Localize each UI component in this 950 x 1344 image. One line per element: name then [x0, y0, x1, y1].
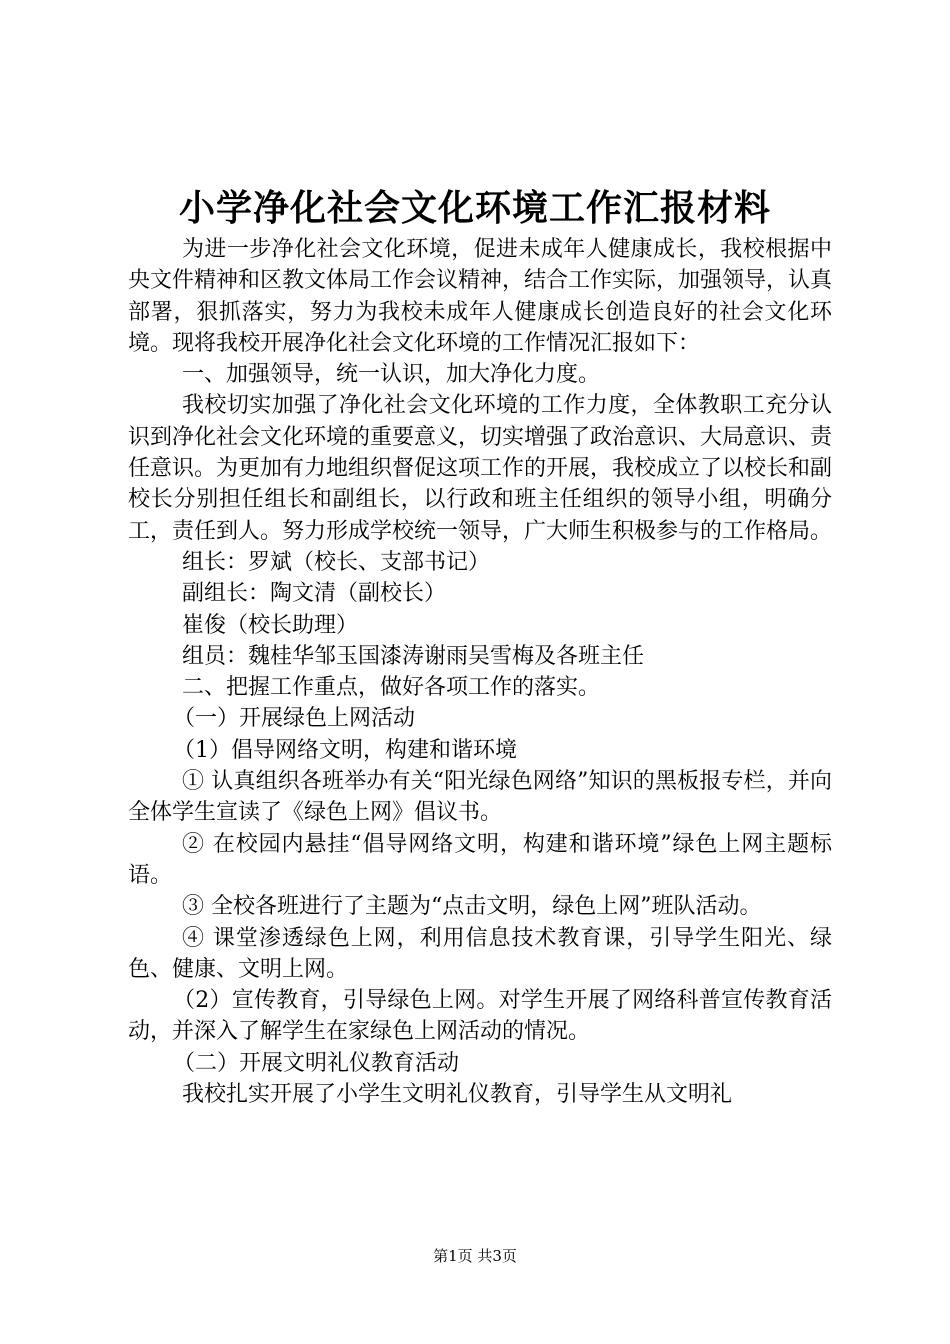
page-footer: 第1页 共3页: [433, 1247, 517, 1265]
subsection-heading-1: （一）开展绿色上网活动: [173, 706, 416, 732]
item-paragraph-2: （2）宣传教育，引导绿色上网。对学生开展了网络科普宣传教育活动，并深入了解学生在家绿色上网活动的情况。: [128, 988, 832, 1045]
intro-paragraph: 为进一步净化社会文化环境，促进未成年人健康成长，我校根据中央文件精神和区教文体局工作会议精神，结合工作实际，加强领导，认真部署，狠抓落实，努力为我校未成年人健康成长创造良好的社会文化环境。现将我校开展净化社会文化环境的工作情况汇报如下：: [128, 237, 833, 356]
leader-line: 组长：罗斌（校长、支部书记）: [182, 549, 491, 575]
body-paragraph: 我校扎实开展了小学生文明礼仪教育，引导学生从文明礼: [182, 1082, 733, 1108]
item-heading-1: （1）倡导网络文明，构建和谐环境: [173, 737, 517, 763]
document-body: [128, 234, 832, 1110]
section-heading-2: 二、把握工作重点，做好各项工作的落实。: [182, 675, 601, 701]
assistant-line: 崔俊（校长助理）: [182, 612, 359, 638]
deputy-leader-line: 副组长：陶文清（副校长）: [182, 581, 447, 607]
list-item: ① 认真组织各班举办有关“阳光绿色网络”知识的黑板报专栏，并向全体学生宣读了《绿色上网》倡议书。: [128, 769, 832, 826]
list-item: ③ 全校各班进行了主题为“点击文明，绿色上网”班队活动。: [182, 894, 762, 920]
members-line: 组员：魏桂华邹玉国漆涛谢雨吴雪梅及各班主任: [182, 643, 645, 669]
list-item: ④ 课堂渗透绿色上网，利用信息技术教育课，引导学生阳光、绿色、健康、文明上网。: [128, 925, 832, 982]
list-item: ② 在校园内悬挂“倡导网络文明，构建和谐环境”绿色上网主题标语。: [128, 831, 832, 888]
page-title: 小学净化社会文化环境工作汇报材料: [178, 188, 771, 229]
body-paragraph: 我校切实加强了净化社会文化环境的工作力度，全体教职工充分认识到净化社会文化环境的重要意义，切实增强了政治意识、大局意识、责任意识。为更加有力地组织督促这项工作的开展，我校成立了以校长和副校长分别担任组长和副组长，以行政和班主任组织的领导小组，明确分工，责任到人。努力形成学校统一领导，广大师生积极参与的工作格局。: [128, 393, 833, 544]
section-heading-1: 一、加强领导，统一认识，加大净化力度。: [182, 362, 601, 388]
subsection-heading-2: （二）开展文明礼仪教育活动: [173, 1050, 460, 1076]
